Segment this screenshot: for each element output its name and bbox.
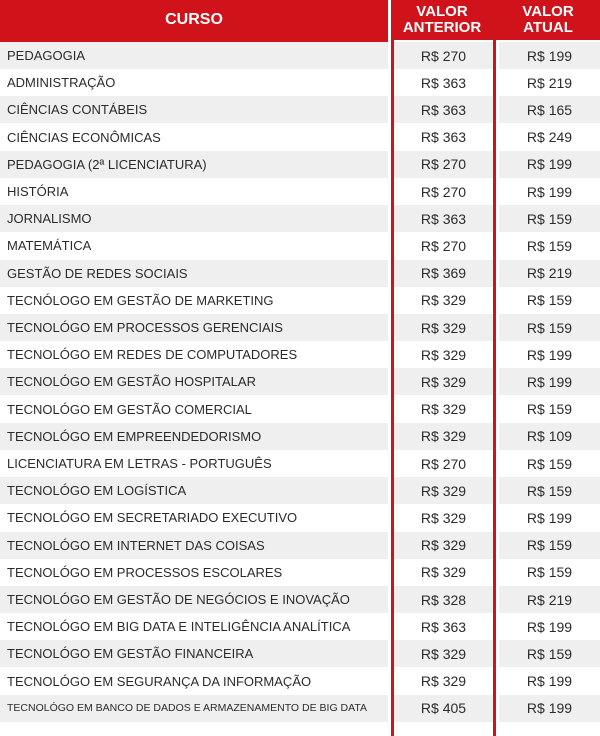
table-row xyxy=(0,450,600,477)
table-row xyxy=(0,695,600,722)
cell-valor-anterior: R$ 329 xyxy=(420,401,467,418)
cell-valor-atual: R$ 199 xyxy=(526,673,573,690)
cell-valor-anterior: R$ 329 xyxy=(394,477,493,504)
cell-valor-anterior: R$ 329 xyxy=(420,346,467,363)
cell-valor-atual: R$ 159 xyxy=(499,640,600,667)
table-row xyxy=(0,368,600,395)
table-row xyxy=(0,504,600,531)
cell-valor-anterior: R$ 363 xyxy=(420,129,467,146)
table-row xyxy=(0,287,600,314)
table-row xyxy=(0,124,600,151)
cell-curso: HISTÓRIA xyxy=(7,184,69,199)
cell-valor-anterior: R$ 369 xyxy=(394,260,493,287)
cell-valor-atual: R$ 219 xyxy=(499,586,600,613)
cell-valor-atual: R$ 159 xyxy=(499,477,600,504)
cell-valor-anterior: R$ 270 xyxy=(394,151,493,178)
cell-valor-atual: R$ 159 xyxy=(499,532,600,559)
cell-valor-anterior: R$ 329 xyxy=(394,532,493,559)
cell-valor-atual: R$ 159 xyxy=(526,292,573,309)
header-valor-anterior-line1: VALOR xyxy=(416,3,468,20)
table-row xyxy=(0,423,600,450)
cell-curso: TECNOLÓGO EM SEGURANÇA DA INFORMAÇÃO xyxy=(7,673,312,689)
cell-valor-atual: R$ 159 xyxy=(499,205,600,232)
cell-curso: GESTÃO DE REDES SOCIAIS xyxy=(0,260,388,287)
cell-curso: TECNOLÓGO EM GESTÃO DE NEGÓCIOS E INOVAÇÃO xyxy=(0,586,388,613)
cell-curso: TECNOLÓGO EM EMPREENDEDORISMO xyxy=(0,423,388,450)
cell-valor-atual: R$ 109 xyxy=(499,423,600,450)
table-row xyxy=(0,232,600,259)
cell-curso: TECNOLÓGO EM INTERNET DAS COISAS xyxy=(0,532,388,559)
table-row xyxy=(0,42,600,69)
cell-valor-anterior: R$ 329 xyxy=(420,564,467,581)
cell-curso: TECNÓLOGO EM GESTÃO DE MARKETING xyxy=(7,292,274,308)
cell-curso: TECNOLÓGO EM GESTÃO HOSPITALAR xyxy=(0,368,388,395)
cell-valor-anterior: R$ 405 xyxy=(394,695,493,722)
cell-valor-atual: R$ 199 xyxy=(499,695,600,722)
cell-valor-atual: R$ 199 xyxy=(526,183,573,200)
header-curso-label: CURSO xyxy=(165,11,223,28)
cell-curso: TECNOLÓGO EM SECRETARIADO EXECUTIVO xyxy=(7,510,298,526)
cell-valor-atual: R$ 199 xyxy=(499,368,600,395)
header-valor-atual-line2: ATUAL xyxy=(523,19,573,36)
cell-valor-anterior: R$ 329 xyxy=(394,640,493,667)
header-valor-anterior-line2: ANTERIOR xyxy=(402,19,482,36)
cell-valor-anterior: R$ 270 xyxy=(420,455,467,472)
cell-valor-atual: R$ 199 xyxy=(499,42,600,69)
cell-valor-atual: R$ 159 xyxy=(499,314,600,341)
cell-curso: PEDAGOGIA (2ª LICENCIATURA) xyxy=(0,151,388,178)
table-header xyxy=(0,0,600,40)
table-row xyxy=(0,314,600,341)
table-row xyxy=(0,477,600,504)
cell-curso: JORNALISMO xyxy=(0,205,388,232)
column-divider-right xyxy=(493,0,496,736)
cell-valor-anterior: R$ 363 xyxy=(394,96,493,123)
cell-valor-anterior: R$ 363 xyxy=(420,618,467,635)
table-row xyxy=(0,586,600,613)
table-row xyxy=(0,96,600,123)
cell-curso: TECNOLÓGO EM PROCESSOS GERENCIAIS xyxy=(0,314,388,341)
cell-curso: TECNOLÓGO EM GESTÃO FINANCEIRA xyxy=(0,640,388,667)
cell-valor-atual: R$ 159 xyxy=(526,401,573,418)
cell-curso: TECNOLÓGO EM GESTÃO COMERCIAL xyxy=(7,401,252,417)
cell-valor-anterior: R$ 329 xyxy=(394,423,493,450)
cell-valor-anterior: R$ 270 xyxy=(394,42,493,69)
cell-valor-anterior: R$ 329 xyxy=(420,673,467,690)
cell-valor-atual: R$ 199 xyxy=(499,151,600,178)
cell-valor-atual: R$ 159 xyxy=(526,564,573,581)
cell-valor-anterior: R$ 329 xyxy=(420,509,467,526)
table-row xyxy=(0,532,600,559)
cell-valor-anterior: R$ 329 xyxy=(394,368,493,395)
column-divider-left xyxy=(391,0,394,736)
cell-curso: ADMINISTRAÇÃO xyxy=(7,75,116,91)
table-row xyxy=(0,205,600,232)
cell-valor-atual: R$ 249 xyxy=(526,129,573,146)
header-curso xyxy=(0,0,388,42)
cell-valor-atual: R$ 199 xyxy=(526,346,573,363)
table-row xyxy=(0,613,600,640)
table-row xyxy=(0,396,600,423)
cell-curso: TECNOLÓGO EM PROCESSOS ESCOLARES xyxy=(7,564,283,580)
cell-valor-atual: R$ 159 xyxy=(526,455,573,472)
cell-valor-atual: R$ 219 xyxy=(499,260,600,287)
cell-curso: TECNOLÓGO EM BIG DATA E INTELIGÊNCIA ANALÍTICA xyxy=(7,619,351,635)
table-row xyxy=(0,640,600,667)
cell-valor-anterior: R$ 328 xyxy=(394,586,493,613)
cell-valor-anterior: R$ 270 xyxy=(420,183,467,200)
table-row xyxy=(0,668,600,695)
cell-curso: TECNOLÓGO EM BANCO DE DADOS E ARMAZENAMENTO DE BIG DATA xyxy=(0,695,388,722)
cell-valor-anterior: R$ 329 xyxy=(420,292,467,309)
cell-valor-atual: R$ 219 xyxy=(526,74,573,91)
table-row xyxy=(0,178,600,205)
table-row xyxy=(0,559,600,586)
table-row xyxy=(0,260,600,287)
cell-valor-atual: R$ 199 xyxy=(526,618,573,635)
table-row xyxy=(0,69,600,96)
cell-curso: TECNOLÓGO EM REDES DE COMPUTADORES xyxy=(7,347,298,363)
cell-valor-atual: R$ 199 xyxy=(526,509,573,526)
header-valor-atual xyxy=(496,0,600,40)
cell-valor-atual: R$ 165 xyxy=(499,96,600,123)
cell-valor-anterior: R$ 363 xyxy=(394,205,493,232)
cell-curso: MATEMÁTICA xyxy=(7,238,92,254)
cell-valor-anterior: R$ 363 xyxy=(420,74,467,91)
cell-curso: CIÊNCIAS CONTÁBEIS xyxy=(0,96,388,123)
cell-curso: CIÊNCIAS ECONÔMICAS xyxy=(7,129,161,145)
table-row xyxy=(0,151,600,178)
cell-valor-atual: R$ 159 xyxy=(526,237,573,254)
cell-curso: LICENCIATURA EM LETRAS - PORTUGUÊS xyxy=(7,456,272,471)
cell-valor-anterior: R$ 270 xyxy=(420,237,467,254)
header-valor-atual-line1: VALOR xyxy=(522,3,574,20)
cell-curso: PEDAGOGIA xyxy=(0,42,388,69)
cell-valor-anterior: R$ 329 xyxy=(394,314,493,341)
table-row xyxy=(0,341,600,368)
cell-curso: TECNOLÓGO EM LOGÍSTICA xyxy=(0,477,388,504)
header-valor-anterior xyxy=(391,0,493,40)
